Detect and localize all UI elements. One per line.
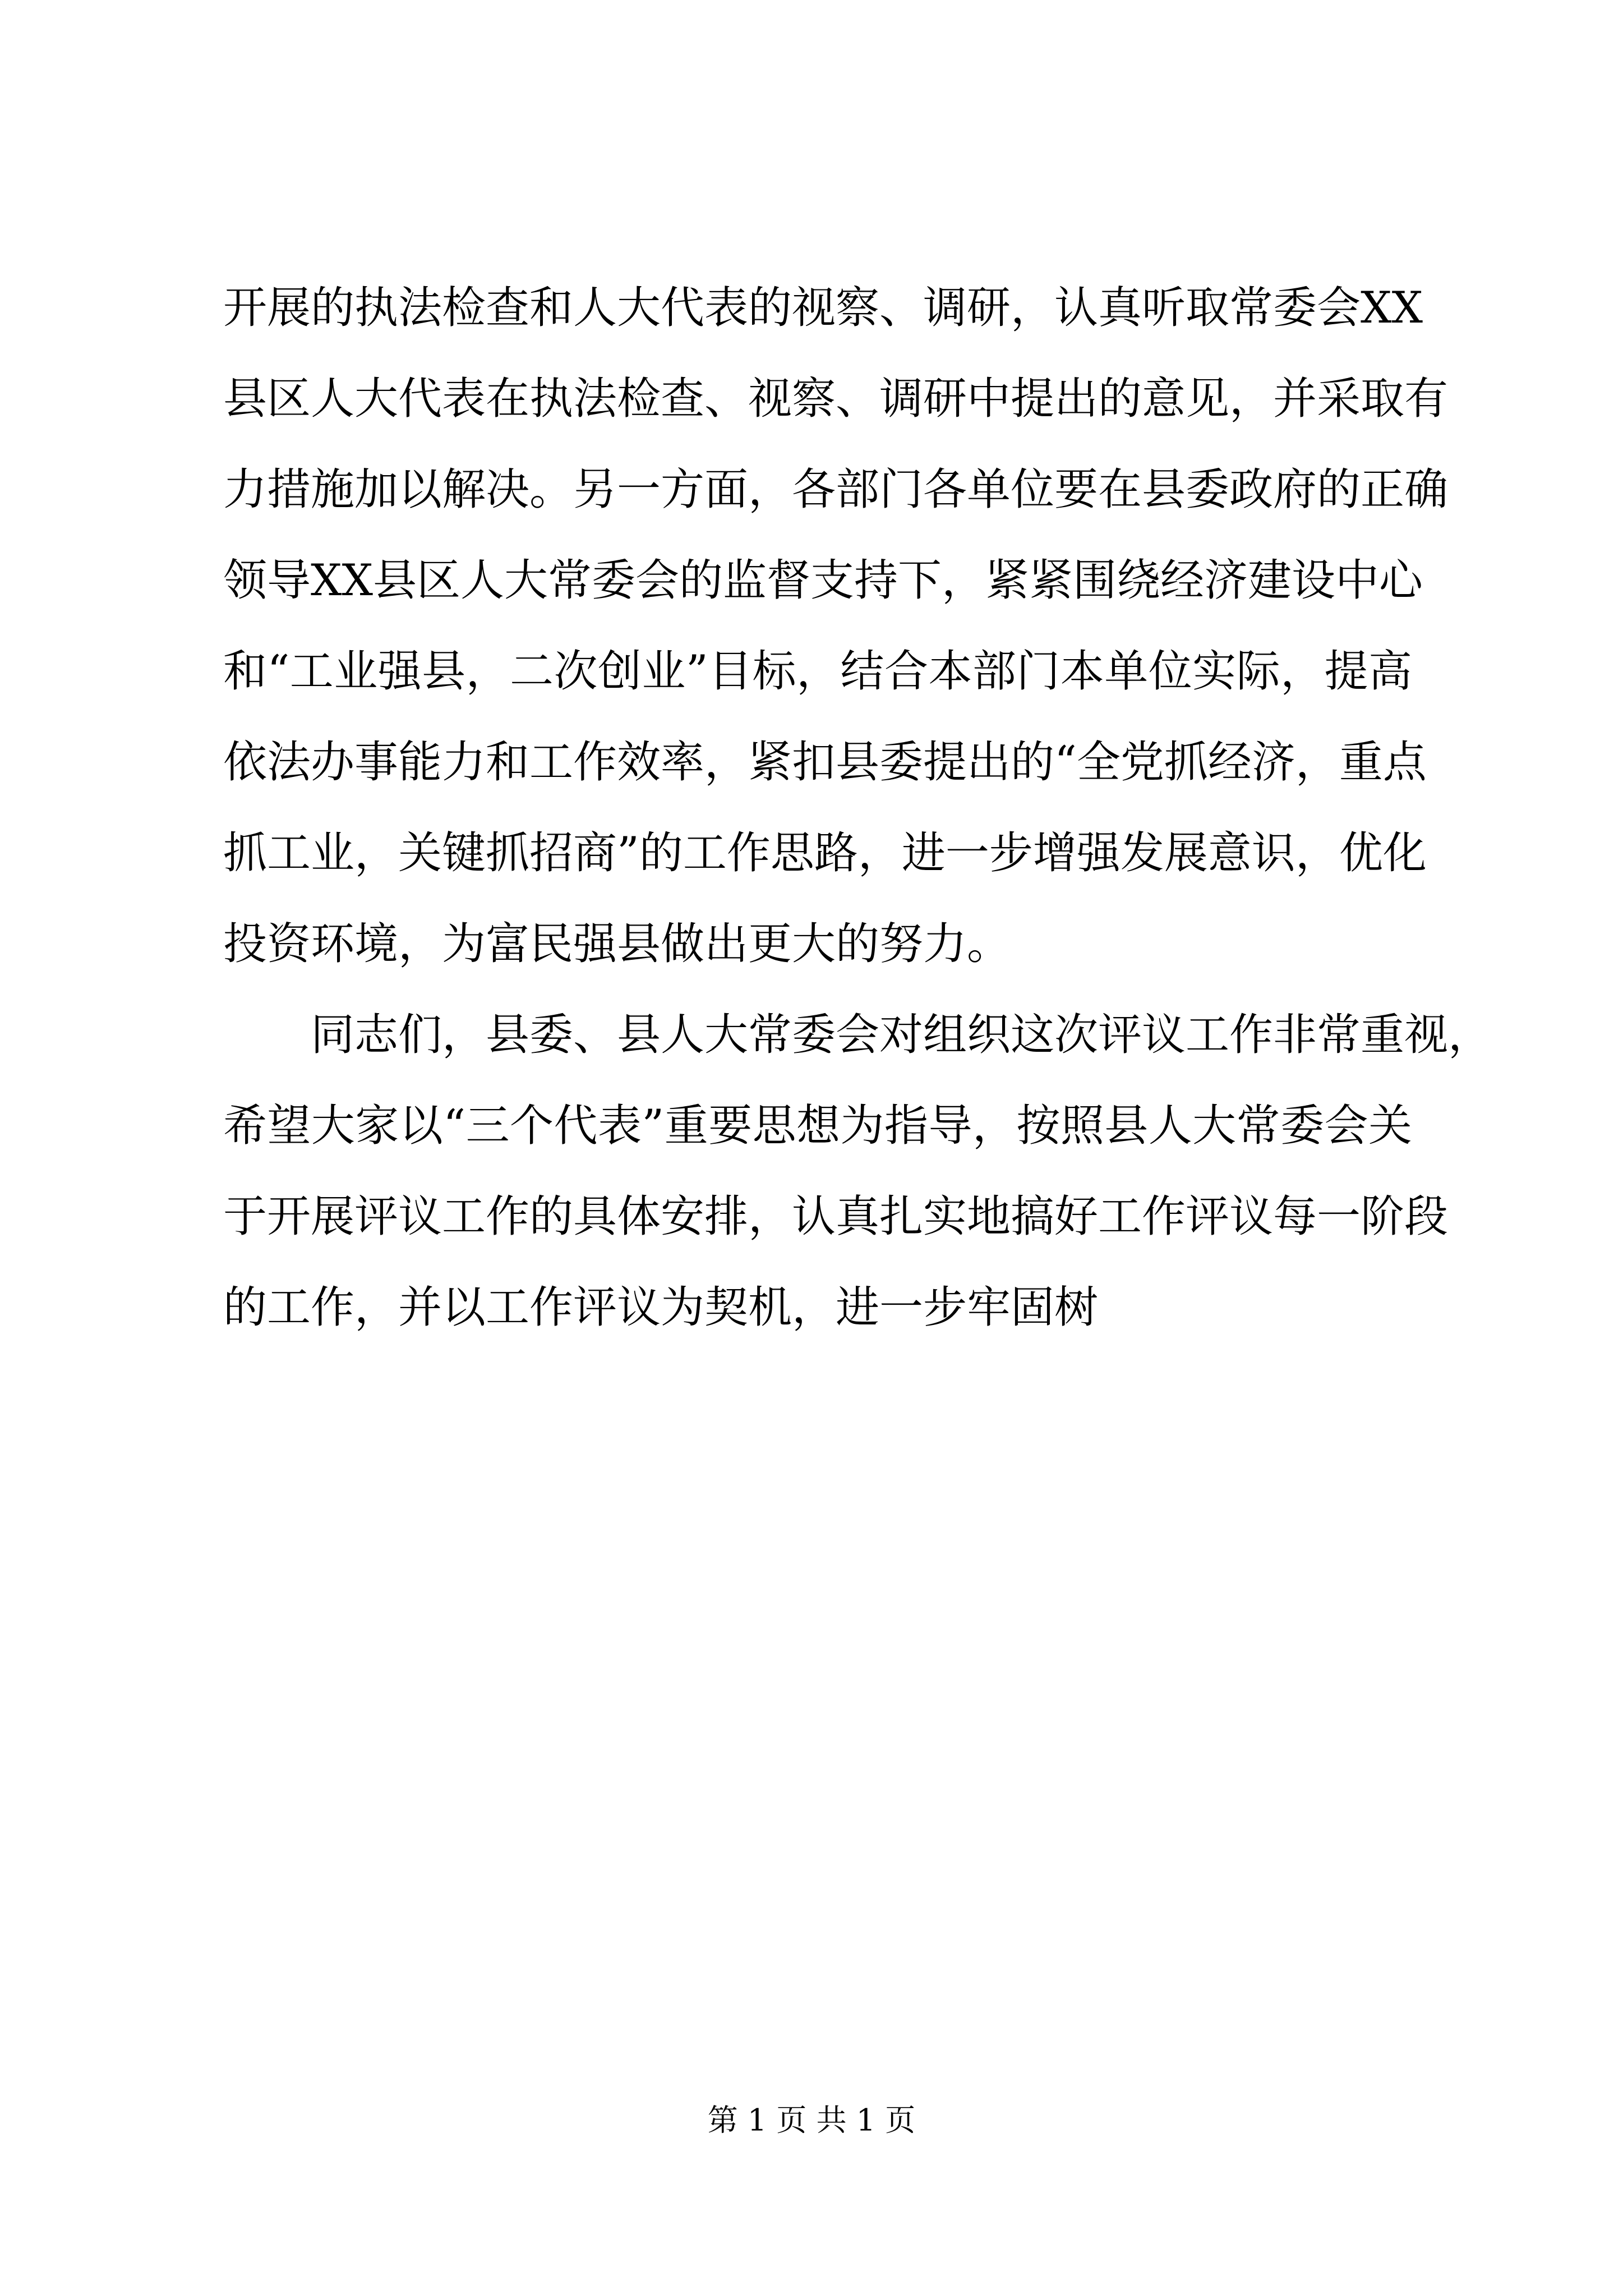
paragraph-first-line: 同志们，县委、县人大常委会对组织这次评议工作非常重视， bbox=[311, 1010, 1492, 1060]
page-footer: 第 1 页 共 1 页 bbox=[707, 2102, 916, 2138]
text-line: 县区人大代表在执法检查、视察、调研中提出的意见，并采取有 bbox=[223, 374, 1449, 424]
text-line: 开展的执法检查和人大代表的视察、调研，认真听取常委会XX bbox=[223, 283, 1423, 333]
text-line: 抓工业，关键抓招商”的工作思路，进一步增强发展意识，优化 bbox=[223, 828, 1427, 878]
text-line: 依法办事能力和工作效率，紧扣县委提出的“全党抓经济，重点 bbox=[223, 737, 1427, 788]
text-line: 投资环境，为富民强县做出更大的努力。 bbox=[223, 919, 1011, 969]
text-line: 于开展评议工作的具体安排，认真扎实地搞好工作评议每一阶段 bbox=[223, 1191, 1449, 1242]
text-line: 的工作，并以工作评议为契机，进一步牢固树 bbox=[223, 1282, 1099, 1333]
text-line: 力措施加以解决。另一方面，各部门各单位要在县委政府的正确 bbox=[223, 464, 1449, 515]
text-line: 领导XX县区人大常委会的监督支持下，紧紧围绕经济建设中心 bbox=[223, 555, 1423, 606]
text-line: 希望大家以“三个代表”重要思想为指导，按照县人大常委会关 bbox=[223, 1101, 1412, 1151]
text-line: 和“工业强县，二次创业”目标，结合本部门本单位实际，提高 bbox=[223, 646, 1412, 697]
document-body bbox=[223, 263, 1492, 1353]
